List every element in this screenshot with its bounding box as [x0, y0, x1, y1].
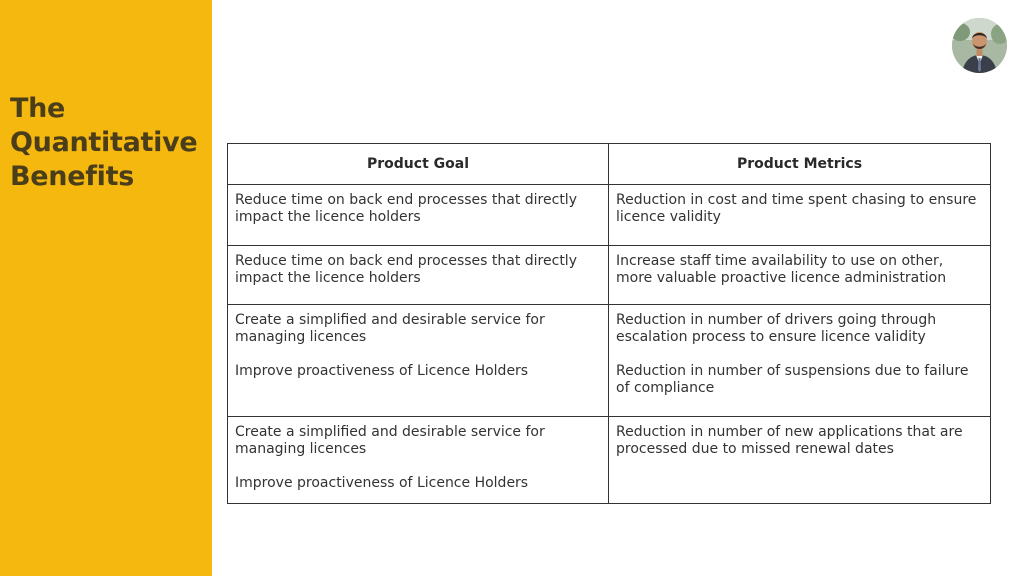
column-header-product-goal: Product Goal — [228, 144, 609, 185]
goal-text: Create a simplified and desirable service for managing licences — [235, 312, 545, 345]
goal-cell — [228, 417, 609, 504]
benefits-table — [227, 143, 991, 504]
goal-text: Improve proactiveness of Licence Holders — [235, 475, 529, 491]
table-row — [228, 246, 991, 305]
metric-text: Reduction in number of drivers going through escalation process to ensure licence validity — [616, 312, 937, 345]
avatar — [952, 18, 1007, 73]
title-line: Benefits — [10, 161, 135, 192]
metric-text: Reduction in number of new applications that are processed due to missed renewal dates — [616, 424, 963, 457]
table-row — [228, 305, 991, 417]
metric-text: Reduction in number of suspensions due to failure of compliance — [616, 363, 969, 396]
metric-text: Increase staff time availability to use on other, more valuable proactive licence administration — [616, 253, 947, 286]
title-line: Quantitative — [10, 127, 198, 158]
goal-cell — [228, 305, 609, 417]
goal-text: Improve proactiveness of Licence Holders — [235, 363, 529, 379]
goal-text: Reduce time on back end processes that directly impact the licence holders — [235, 253, 577, 286]
profile-photo-icon — [952, 18, 1007, 73]
goal-cell — [228, 246, 609, 305]
sidebar-accent — [0, 0, 212, 576]
metric-text: Reduction in cost and time spent chasing to ensure licence validity — [616, 192, 977, 225]
goal-text: Create a simplified and desirable service for managing licences — [235, 424, 545, 457]
metrics-cell — [609, 185, 991, 246]
metrics-cell — [609, 417, 991, 504]
metrics-cell — [609, 305, 991, 417]
goal-cell — [228, 185, 609, 246]
column-header-product-metrics: Product Metrics — [609, 144, 991, 185]
goal-text: Reduce time on back end processes that directly impact the licence holders — [235, 192, 577, 225]
table-row — [228, 417, 991, 504]
table-row — [228, 185, 991, 246]
slide-title — [10, 92, 210, 194]
metrics-cell — [609, 246, 991, 305]
title-line: The — [10, 93, 66, 124]
